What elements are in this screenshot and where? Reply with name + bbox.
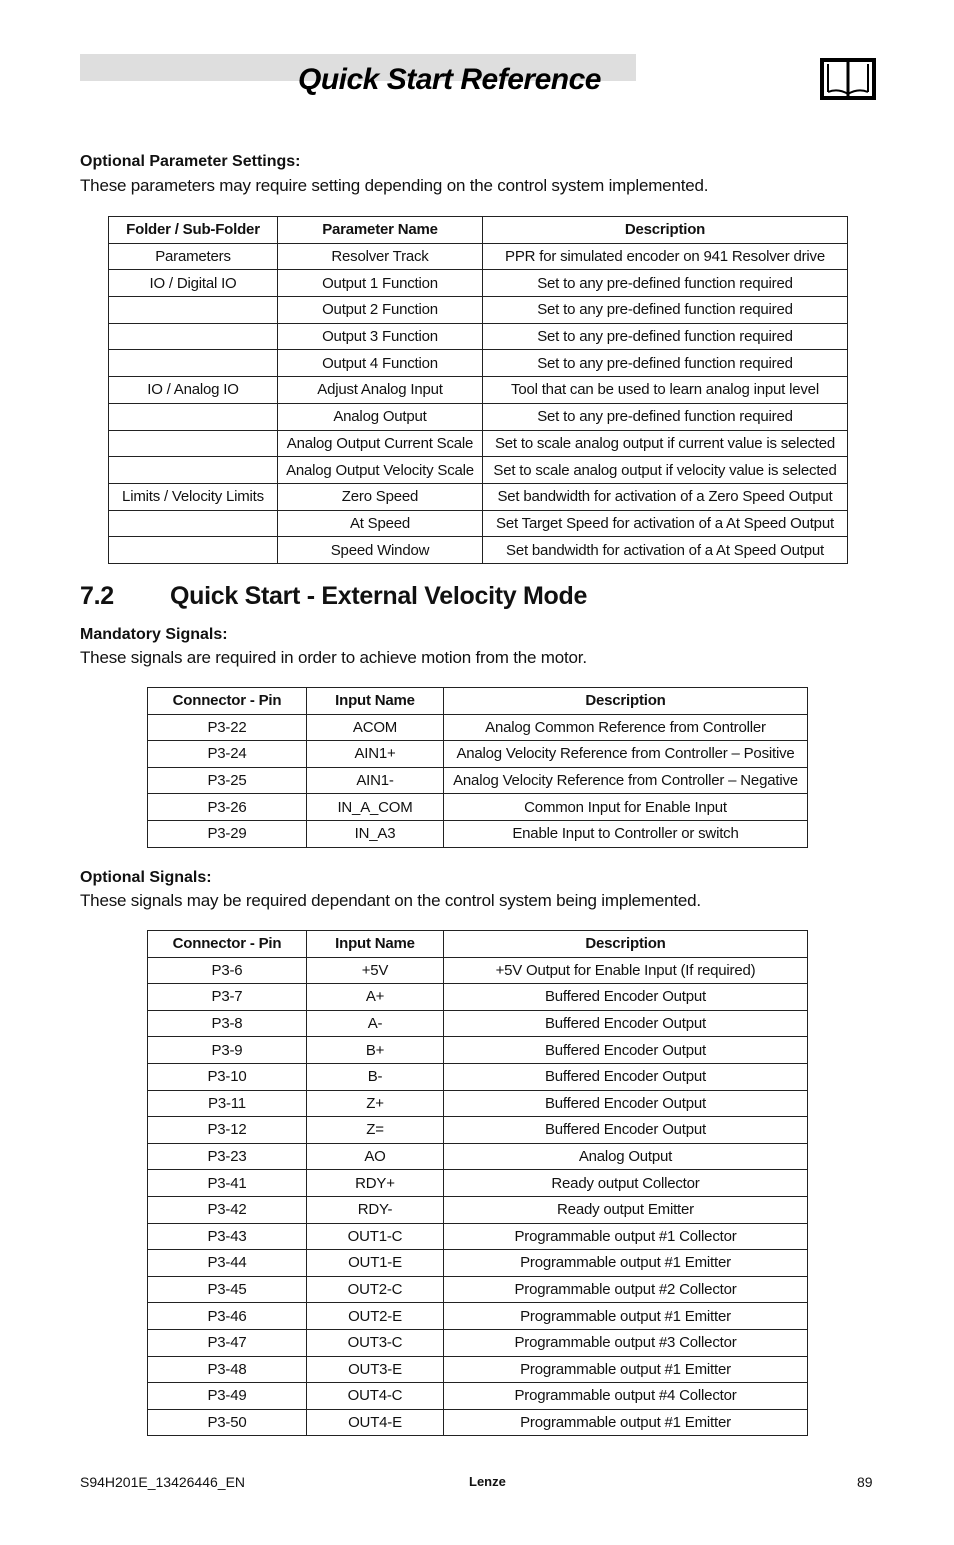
- table-cell: +5V: [307, 957, 444, 984]
- table-cell: Analog Velocity Reference from Controller – Negative: [444, 767, 808, 794]
- table-cell: P3-43: [148, 1223, 307, 1250]
- table-cell: AIN1+: [307, 741, 444, 768]
- table-cell: OUT3-C: [307, 1329, 444, 1356]
- table-cell: Output 4 Function: [278, 350, 483, 377]
- table-row: [148, 1383, 808, 1410]
- table-cell: IN_A3: [307, 820, 444, 847]
- column-header: Description: [444, 688, 808, 715]
- table-cell: P3-24: [148, 741, 307, 768]
- table-cell: P3-50: [148, 1409, 307, 1436]
- table-row: [148, 1196, 808, 1223]
- table-cell: Buffered Encoder Output: [444, 1037, 808, 1064]
- table-cell: P3-6: [148, 957, 307, 984]
- optional-params-intro: These parameters may require setting depending on the control system implemented.: [80, 176, 709, 195]
- footer-doc-id: S94H201E_13426446_EN: [80, 1474, 246, 1490]
- table-cell: Set bandwidth for activation of a Zero Speed Output: [483, 483, 848, 510]
- column-header: Folder / Sub-Folder: [109, 217, 278, 244]
- table-cell: RDY+: [307, 1170, 444, 1197]
- table-cell: AIN1-: [307, 767, 444, 794]
- optional-params-heading: Optional Parameter Settings:: [80, 153, 301, 170]
- table-cell: [109, 350, 278, 377]
- table-row: [109, 297, 848, 324]
- table-cell: Buffered Encoder Output: [444, 1063, 808, 1090]
- table-row: [109, 510, 848, 537]
- table-cell: P3-8: [148, 1010, 307, 1037]
- table-cell: IN_A_COM: [307, 794, 444, 821]
- table-row: [148, 820, 808, 847]
- table-cell: At Speed: [278, 510, 483, 537]
- column-header: Connector - Pin: [148, 688, 307, 715]
- table-cell: [109, 457, 278, 484]
- footer-brand-logo: Lenze: [469, 1474, 506, 1489]
- table-row: [109, 377, 848, 404]
- table-cell: P3-29: [148, 820, 307, 847]
- table-cell: Limits / Velocity Limits: [109, 483, 278, 510]
- table-cell: +5V Output for Enable Input (If required): [444, 957, 808, 984]
- table-row: [148, 1303, 808, 1330]
- parameter-settings-table: [108, 216, 848, 564]
- section-number: 7.2: [80, 582, 114, 610]
- table-row: [148, 1356, 808, 1383]
- table-row: [148, 794, 808, 821]
- table-cell: B-: [307, 1063, 444, 1090]
- table-row: [148, 1329, 808, 1356]
- table-cell: [109, 430, 278, 457]
- table-row: [148, 1250, 808, 1277]
- table-cell: Set Target Speed for activation of a At Speed Output: [483, 510, 848, 537]
- table-cell: Ready output Collector: [444, 1170, 808, 1197]
- table-cell: [109, 403, 278, 430]
- table-row: [109, 270, 848, 297]
- table-cell: Output 1 Function: [278, 270, 483, 297]
- table-cell: Programmable output #1 Emitter: [444, 1250, 808, 1277]
- table-cell: P3-25: [148, 767, 307, 794]
- table-cell: [109, 323, 278, 350]
- table-cell: PPR for simulated encoder on 941 Resolver drive: [483, 243, 848, 270]
- table-cell: Adjust Analog Input: [278, 377, 483, 404]
- table-row: [109, 537, 848, 564]
- table-header-row: [148, 688, 808, 715]
- table-cell: Analog Output: [278, 403, 483, 430]
- table-cell: IO / Analog IO: [109, 377, 278, 404]
- table-cell: Buffered Encoder Output: [444, 1090, 808, 1117]
- table-cell: [109, 297, 278, 324]
- table-cell: P3-41: [148, 1170, 307, 1197]
- mandatory-signals-table: [147, 687, 808, 848]
- table-cell: Set to any pre-defined function required: [483, 270, 848, 297]
- column-header: Parameter Name: [278, 217, 483, 244]
- table-row: [109, 430, 848, 457]
- section-title: Quick Start - External Velocity Mode: [170, 582, 588, 610]
- table-cell: P3-45: [148, 1276, 307, 1303]
- table-cell: Buffered Encoder Output: [444, 1117, 808, 1144]
- table-row: [109, 483, 848, 510]
- table-cell: Enable Input to Controller or switch: [444, 820, 808, 847]
- table-cell: Set to any pre-defined function required: [483, 403, 848, 430]
- column-header: Connector - Pin: [148, 931, 307, 958]
- table-row: [109, 457, 848, 484]
- table-cell: [109, 510, 278, 537]
- table-cell: Programmable output #1 Emitter: [444, 1356, 808, 1383]
- column-header: Input Name: [307, 931, 444, 958]
- table-cell: Analog Output Current Scale: [278, 430, 483, 457]
- book-icon: [820, 58, 876, 100]
- table-cell: [109, 537, 278, 564]
- table-cell: Programmable output #3 Collector: [444, 1329, 808, 1356]
- table-row: [109, 403, 848, 430]
- table-cell: Parameters: [109, 243, 278, 270]
- table-cell: OUT2-E: [307, 1303, 444, 1330]
- table-row: [109, 323, 848, 350]
- table-cell: Tool that can be used to learn analog input level: [483, 377, 848, 404]
- table-cell: Output 3 Function: [278, 323, 483, 350]
- table-cell: Resolver Track: [278, 243, 483, 270]
- table-row: [148, 741, 808, 768]
- table-row: [148, 767, 808, 794]
- table-cell: B+: [307, 1037, 444, 1064]
- table-cell: Common Input for Enable Input: [444, 794, 808, 821]
- column-header: Description: [444, 931, 808, 958]
- table-row: [148, 1117, 808, 1144]
- page-title: Quick Start Reference: [298, 63, 601, 96]
- table-cell: Buffered Encoder Output: [444, 1010, 808, 1037]
- table-cell: Programmable output #1 Collector: [444, 1223, 808, 1250]
- table-cell: OUT3-E: [307, 1356, 444, 1383]
- table-cell: A+: [307, 984, 444, 1011]
- mandatory-signals-intro: These signals are required in order to achieve motion from the motor.: [80, 648, 587, 667]
- table-cell: A-: [307, 1010, 444, 1037]
- table-cell: Z+: [307, 1090, 444, 1117]
- mandatory-signals-heading: Mandatory Signals:: [80, 626, 228, 643]
- table-cell: Z=: [307, 1117, 444, 1144]
- table-cell: Set to any pre-defined function required: [483, 297, 848, 324]
- table-row: [109, 350, 848, 377]
- table-row: [109, 243, 848, 270]
- table-cell: OUT4-E: [307, 1409, 444, 1436]
- table-cell: Set to scale analog output if current value is selected: [483, 430, 848, 457]
- table-cell: Programmable output #2 Collector: [444, 1276, 808, 1303]
- table-cell: Programmable output #4 Collector: [444, 1383, 808, 1410]
- section-heading: [80, 582, 587, 611]
- table-cell: OUT1-C: [307, 1223, 444, 1250]
- table-cell: Ready output Emitter: [444, 1196, 808, 1223]
- table-cell: Set to any pre-defined function required: [483, 350, 848, 377]
- table-cell: RDY-: [307, 1196, 444, 1223]
- table-cell: Programmable output #1 Emitter: [444, 1409, 808, 1436]
- column-header: Description: [483, 217, 848, 244]
- table-row: [148, 1063, 808, 1090]
- table-row: [148, 1143, 808, 1170]
- table-header-row: [148, 931, 808, 958]
- table-cell: P3-23: [148, 1143, 307, 1170]
- table-cell: P3-9: [148, 1037, 307, 1064]
- table-row: [148, 714, 808, 741]
- table-cell: ACOM: [307, 714, 444, 741]
- table-cell: P3-7: [148, 984, 307, 1011]
- optional-signals-intro: These signals may be required dependant on the control system being implemented.: [80, 891, 701, 910]
- table-cell: P3-49: [148, 1383, 307, 1410]
- table-cell: P3-44: [148, 1250, 307, 1277]
- table-row: [148, 1037, 808, 1064]
- table-cell: OUT2-C: [307, 1276, 444, 1303]
- footer-page-number: 89: [857, 1474, 873, 1490]
- table-cell: Buffered Encoder Output: [444, 984, 808, 1011]
- table-cell: P3-26: [148, 794, 307, 821]
- table-cell: P3-46: [148, 1303, 307, 1330]
- table-cell: P3-10: [148, 1063, 307, 1090]
- table-cell: Output 2 Function: [278, 297, 483, 324]
- optional-signals-heading: Optional Signals:: [80, 869, 212, 886]
- table-row: [148, 1170, 808, 1197]
- table-row: [148, 1276, 808, 1303]
- table-row: [148, 957, 808, 984]
- table-row: [148, 1090, 808, 1117]
- table-cell: IO / Digital IO: [109, 270, 278, 297]
- table-cell: OUT1-E: [307, 1250, 444, 1277]
- table-row: [148, 1010, 808, 1037]
- table-cell: Analog Velocity Reference from Controller – Positive: [444, 741, 808, 768]
- table-cell: Zero Speed: [278, 483, 483, 510]
- table-cell: P3-42: [148, 1196, 307, 1223]
- table-header-row: [109, 217, 848, 244]
- table-cell: OUT4-C: [307, 1383, 444, 1410]
- table-row: [148, 984, 808, 1011]
- table-cell: P3-22: [148, 714, 307, 741]
- table-row: [148, 1223, 808, 1250]
- table-cell: Programmable output #1 Emitter: [444, 1303, 808, 1330]
- table-cell: P3-47: [148, 1329, 307, 1356]
- table-cell: Set to any pre-defined function required: [483, 323, 848, 350]
- table-cell: P3-12: [148, 1117, 307, 1144]
- table-cell: Set bandwidth for activation of a At Speed Output: [483, 537, 848, 564]
- table-cell: P3-48: [148, 1356, 307, 1383]
- table-cell: Set to scale analog output if velocity value is selected: [483, 457, 848, 484]
- table-cell: P3-11: [148, 1090, 307, 1117]
- table-cell: Speed Window: [278, 537, 483, 564]
- table-row: [148, 1409, 808, 1436]
- column-header: Input Name: [307, 688, 444, 715]
- table-cell: Analog Output Velocity Scale: [278, 457, 483, 484]
- table-cell: Analog Common Reference from Controller: [444, 714, 808, 741]
- optional-signals-table: [147, 930, 808, 1436]
- table-cell: Analog Output: [444, 1143, 808, 1170]
- table-cell: AO: [307, 1143, 444, 1170]
